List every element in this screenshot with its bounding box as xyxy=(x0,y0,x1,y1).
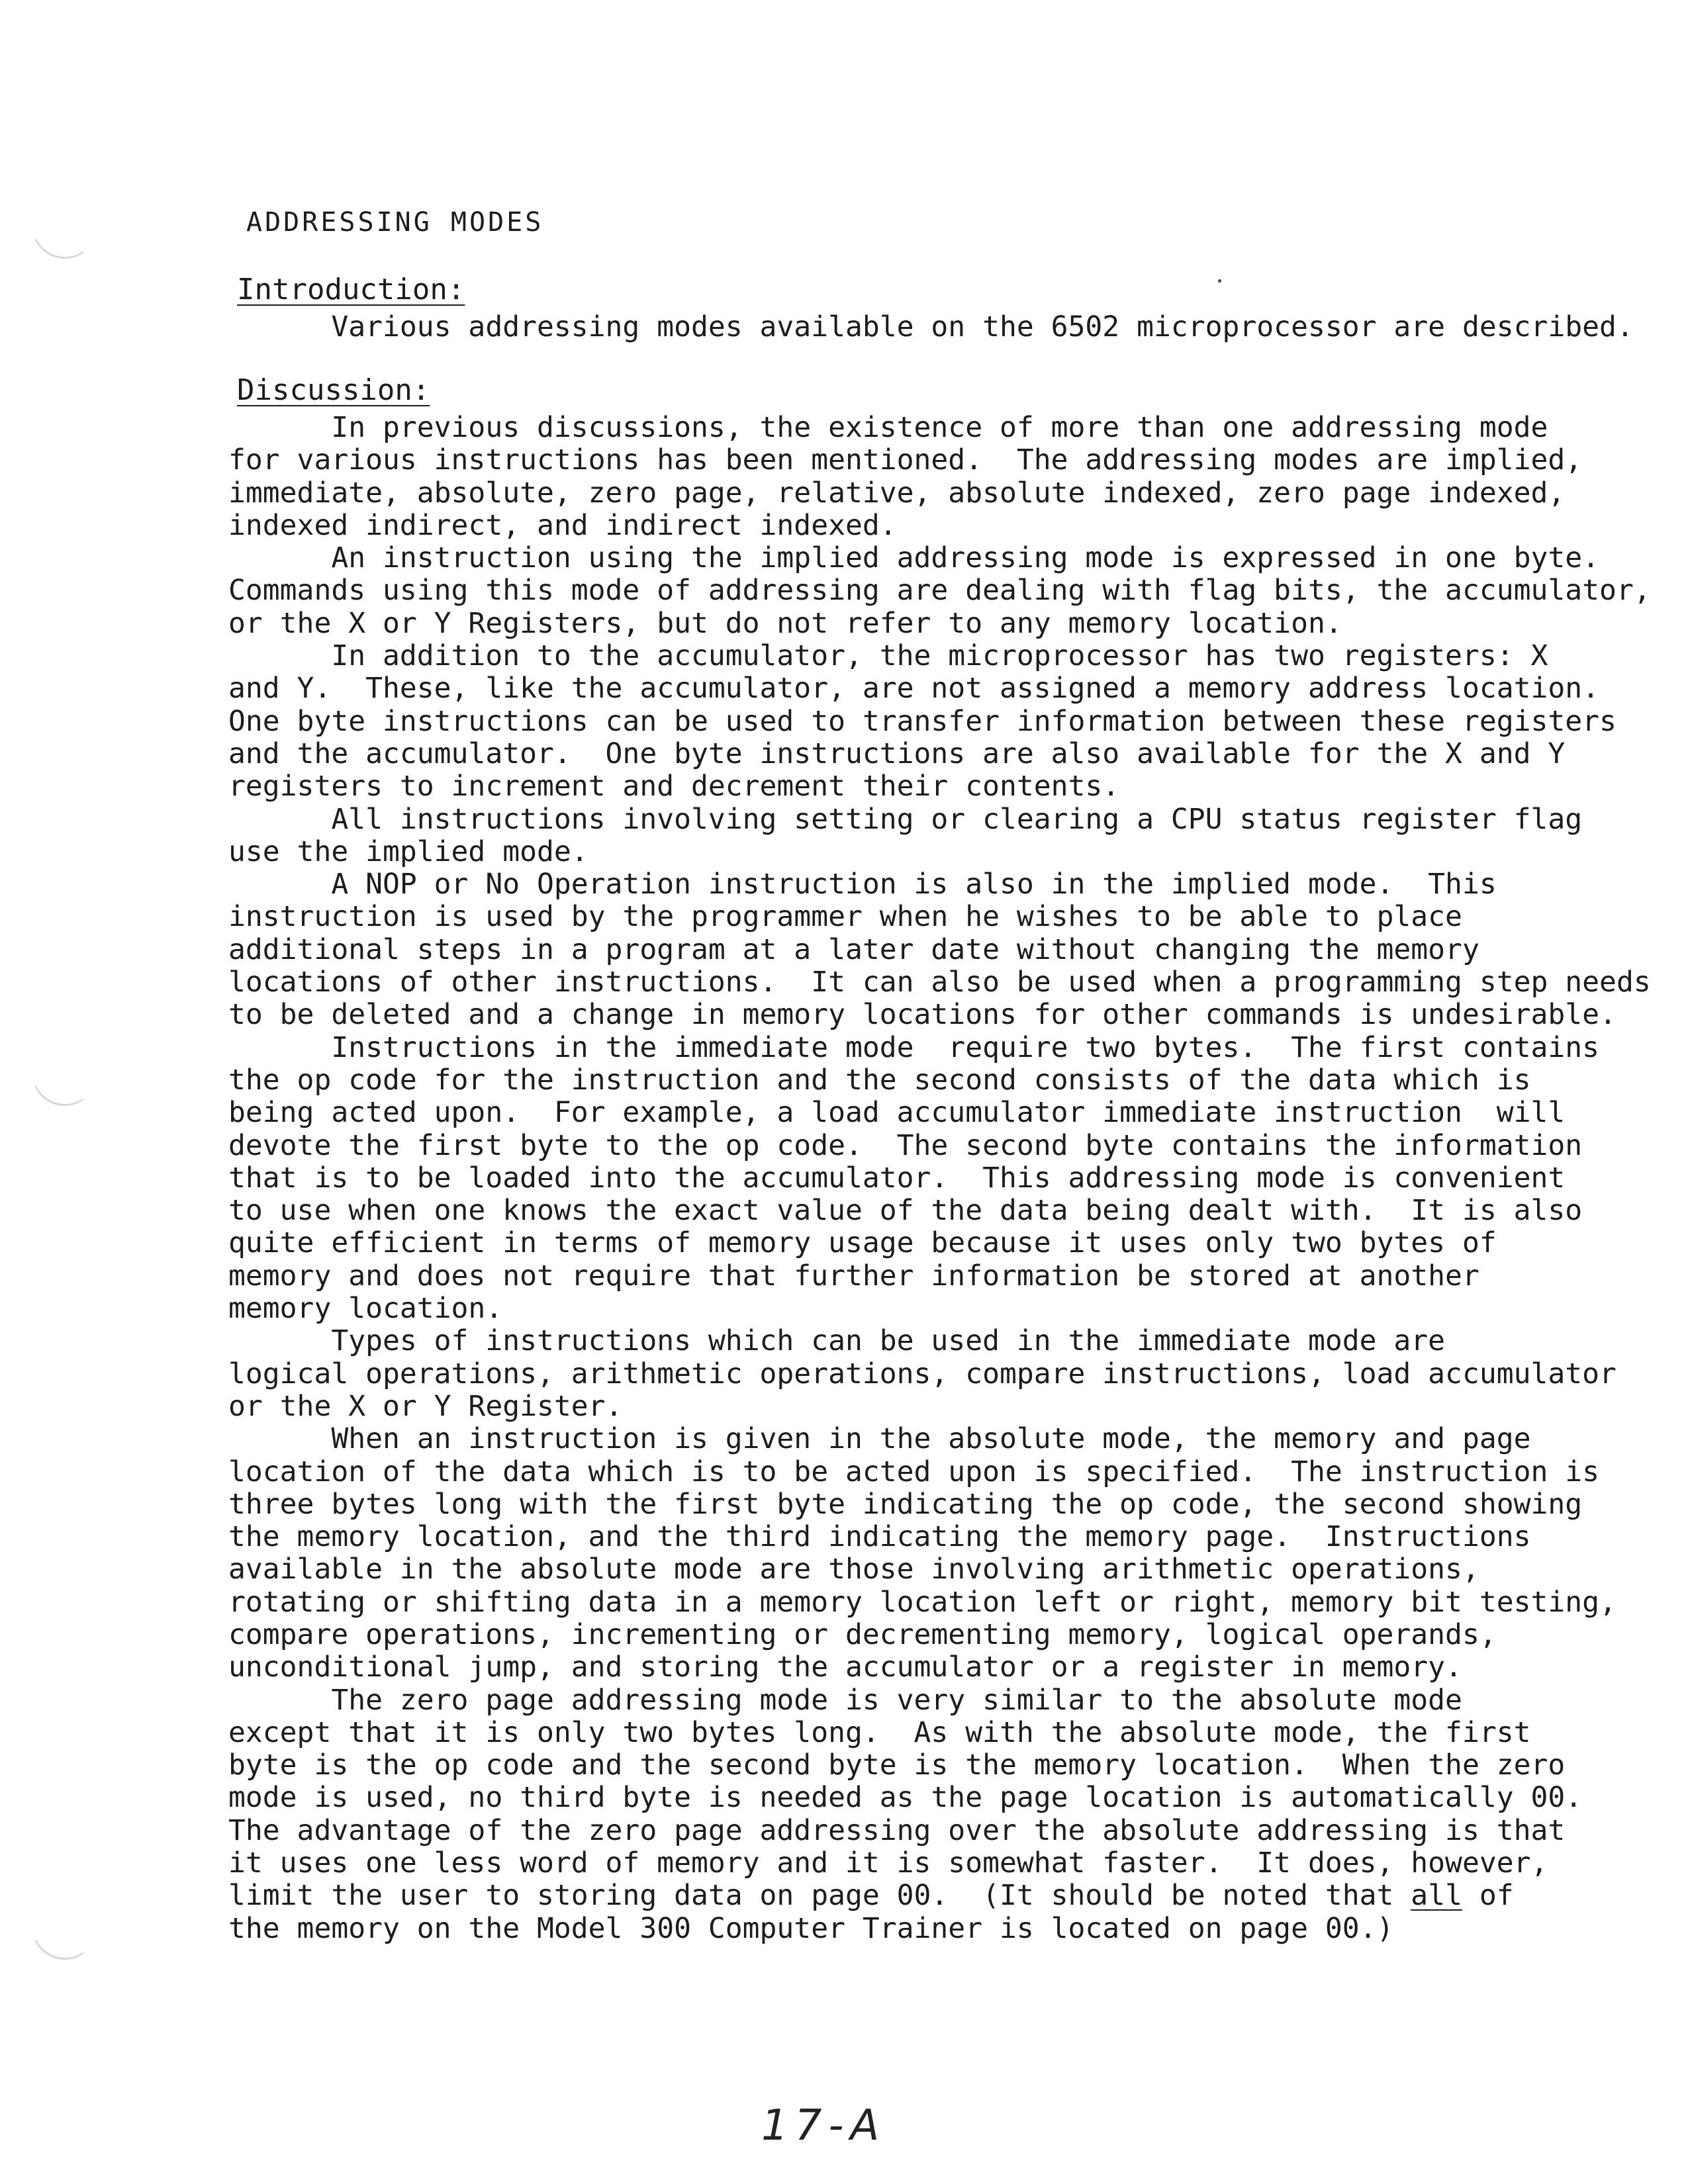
text-line: use the implied mode. xyxy=(228,835,588,868)
page-number: 17-A xyxy=(761,2101,886,2150)
text-line: unconditional jump, and storing the accumulator or a register in memory. xyxy=(228,1651,1462,1684)
text-line: locations of other instructions. It can also be used when a programming step needs xyxy=(228,966,1651,999)
binder-hole-middle xyxy=(24,1032,106,1113)
introduction-label: Introduction: xyxy=(237,273,465,306)
page-heading: ADDRESSING MODES xyxy=(246,207,544,238)
text-line: An instruction using the implied addressing mode is expressed in one byte. xyxy=(228,541,1600,575)
text-line: All instructions involving setting or clearing a CPU status register flag xyxy=(228,802,1583,836)
text-line: mode is used, no third byte is needed as the page location is automatically 00. xyxy=(228,1781,1583,1815)
text-line: to be deleted and a change in memory locations for other commands is undesirable. xyxy=(228,998,1617,1032)
text-line: instruction is used by the programmer when he wishes to be able to place xyxy=(228,900,1462,934)
text-line: Instructions in the immediate mode require two bytes. The first contains xyxy=(228,1030,1600,1064)
binder-hole-top xyxy=(24,185,106,266)
text-line: rotating or shifting data in a memory location left or right, memory bit testing, xyxy=(228,1585,1617,1619)
text-line: it uses one less word of memory and it is somewhat faster. It does, however, xyxy=(228,1846,1548,1880)
text-line: The zero page addressing mode is very similar to the absolute mode xyxy=(228,1683,1462,1717)
text-line: and the accumulator. One byte instructions are also available for the X and Y xyxy=(228,737,1566,770)
text-line: One byte instructions can be used to transfer information between these registers xyxy=(228,704,1617,738)
text-line: immediate, absolute, zero page, relative, absolute indexed, zero page indexed, xyxy=(228,476,1566,510)
text-line: byte is the op code and the second byte is the memory location. When the zero xyxy=(228,1749,1566,1782)
binder-hole-bottom xyxy=(24,1886,106,1967)
scan-speck xyxy=(1218,279,1221,283)
text-line: A NOP or No Operation instruction is also in the implied mode. This xyxy=(228,868,1497,901)
text-line: limit the user to storing data on page 00. (It should be noted that all of xyxy=(228,1879,1514,1913)
text-line: that is to be loaded into the accumulator. This addressing mode is convenient xyxy=(228,1161,1566,1195)
text-line: three bytes long with the first byte indicating the op code, the second showing xyxy=(228,1487,1583,1521)
text-line: or the X or Y Registers, but do not refer to any memory location. xyxy=(228,606,1342,640)
text-line: Commands using this mode of addressing are dealing with flag bits, the accumulator, xyxy=(228,574,1651,608)
text-line: In previous discussions, the existence of more than one addressing mode xyxy=(228,411,1548,444)
text-line: compare operations, incrementing or decrementing memory, logical operands, xyxy=(228,1617,1497,1651)
text-line: or the X or Y Register. xyxy=(228,1389,623,1423)
text-line: indexed indirect, and indirect indexed. xyxy=(228,508,897,542)
text-line: being acted upon. For example, a load accumulator immediate instruction will xyxy=(228,1096,1566,1130)
text-line: When an instruction is given in the absolute mode, the memory and page xyxy=(228,1422,1531,1456)
text-line: memory and does not require that further information be stored at another xyxy=(228,1259,1479,1293)
text-line: and Y. These, like the accumulator, are not assigned a memory address location. xyxy=(228,672,1600,705)
text-line: the memory on the Model 300 Computer Trainer is located on page 00.) xyxy=(228,1911,1394,1945)
text-line: registers to increment and decrement their contents. xyxy=(228,770,1120,803)
text-line: additional steps in a program at a later date without changing the memory xyxy=(228,933,1479,966)
text-line: Types of instructions which can be used in the immediate mode are xyxy=(228,1324,1446,1358)
text-line: except that it is only two bytes long. As with the absolute mode, the first xyxy=(228,1715,1531,1749)
text-line: for various instructions has been mentioned. The addressing modes are implied, xyxy=(228,443,1583,477)
text-line: the op code for the instruction and the second consists of the data which is xyxy=(228,1063,1531,1097)
text-line: the memory location, and the third indicating the memory page. Instructions xyxy=(228,1520,1531,1554)
text-line: The advantage of the zero page addressing over the absolute addressing is that xyxy=(228,1813,1566,1847)
text-line: quite efficient in terms of memory usage because it uses only two bytes of xyxy=(228,1226,1497,1260)
text-line: location of the data which is to be acted upon is specified. The instruction is xyxy=(228,1455,1600,1488)
text-line: devote the first byte to the op code. The second byte contains the information xyxy=(228,1128,1583,1162)
discussion-label: Discussion: xyxy=(237,373,430,407)
discussion-body xyxy=(228,411,1651,1945)
introduction-body xyxy=(228,310,1634,343)
text-line: memory location. xyxy=(228,1292,503,1326)
text-line: logical operations, arithmetic operations, compare instructions, load accumulator xyxy=(228,1357,1617,1390)
text-line: available in the absolute mode are those involving arithmetic operations, xyxy=(228,1553,1479,1586)
emphasis-all: all xyxy=(1411,1879,1462,1913)
text-line: In addition to the accumulator, the microprocessor has two registers: X xyxy=(228,639,1548,673)
text-line: Various addressing modes available on the 6502 microprocessor are described. xyxy=(228,310,1634,343)
text-line: to use when one knows the exact value of the data being dealt with. It is also xyxy=(228,1194,1583,1228)
